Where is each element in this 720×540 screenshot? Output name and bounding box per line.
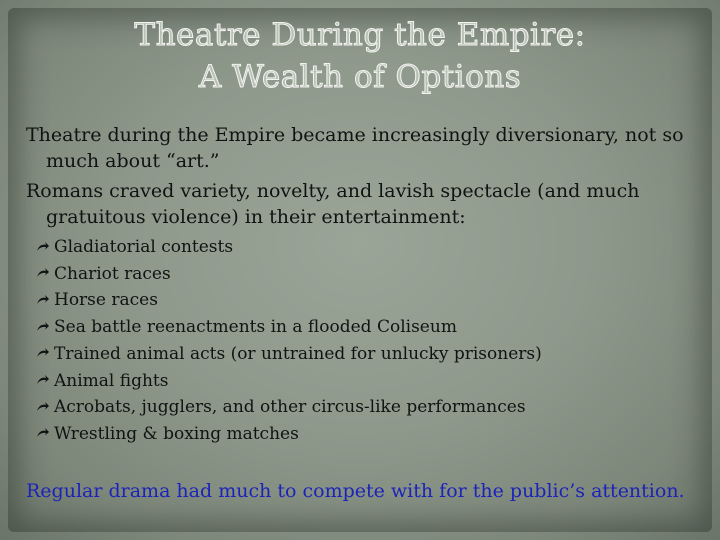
slide-title [0,14,720,98]
arrow-bullet-icon [36,294,50,306]
arrow-bullet-icon [36,401,50,413]
arrow-bullet-icon [36,374,50,386]
title-line-2: A Wealth of Options [198,59,522,95]
entertainment-list [36,234,706,448]
list-item-label: Sea battle reenactments in a flooded Coliseum [54,317,457,338]
slide-body [26,122,706,448]
list-item-label: Trained animal acts (or untrained for unlucky prisoners) [54,343,542,364]
list-item-label: Gladiatorial contests [54,237,234,257]
list-item-label: Wrestling & boxing matches [54,423,299,444]
list-item-label: Acrobats, jugglers, and other circus-like performances [54,397,526,418]
paragraph-1: Theatre during the Empire became increasingly diversionary, not so much about “art.” [26,124,684,172]
list-item [36,394,706,421]
list-item [36,261,706,288]
arrow-bullet-icon [36,267,50,279]
list-item [36,341,706,368]
list-item-label: Animal fights [54,370,169,391]
arrow-bullet-icon [36,321,50,333]
list-item [36,368,706,395]
arrow-bullet-icon [36,347,50,359]
footer-statement: Regular drama had much to compete with for the public’s attention. [26,480,685,502]
list-item [36,287,706,314]
list-item [36,314,706,341]
title-line-1: Theatre During the Empire: [134,17,586,53]
list-item [36,421,706,448]
list-item-label: Horse races [54,290,158,311]
list-item-label: Chariot races [54,263,171,284]
list-item [36,234,706,261]
arrow-bullet-icon [36,241,50,253]
arrow-bullet-icon [36,427,50,439]
paragraph-2: Romans craved variety, novelty, and lavish spectacle (and much gratuitous violence) in their entertainment: [26,180,640,228]
